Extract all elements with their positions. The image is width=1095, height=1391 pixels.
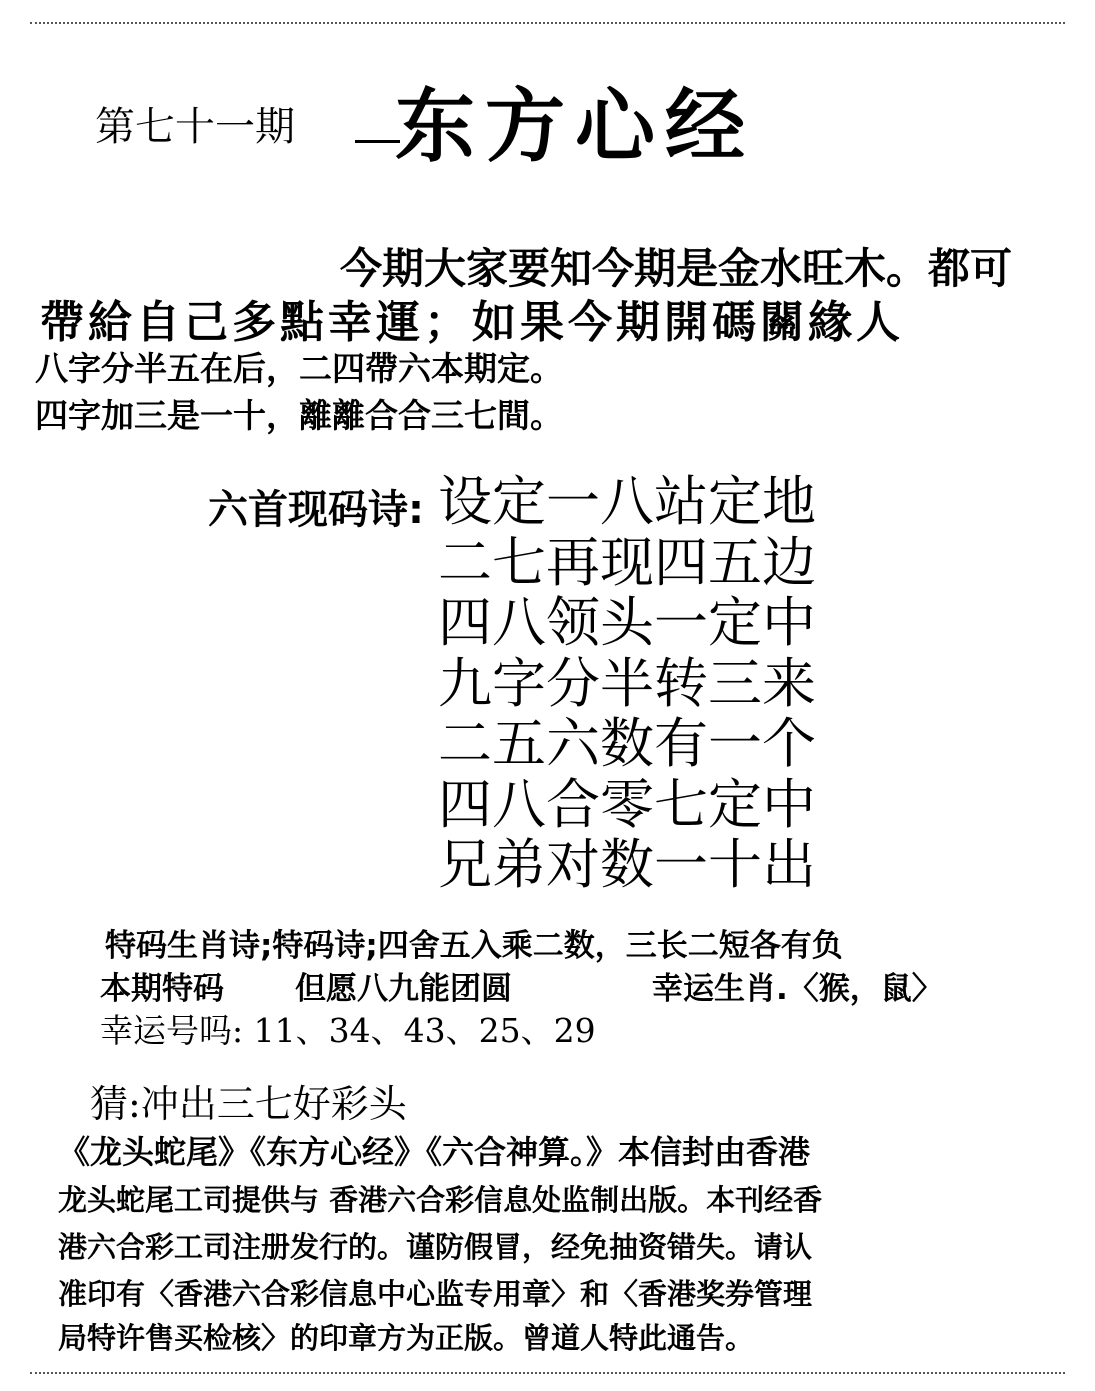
notice-line-5: 局特许售买检核〉的印章方为正版。曾道人特此通告。 xyxy=(58,1321,755,1355)
poem-line: 九字分半转三来 xyxy=(438,651,816,715)
notice-line-3: 港六合彩工司注册发行的。谨防假冒，经免抽资错失。请认 xyxy=(58,1230,813,1264)
title-underline xyxy=(355,140,400,143)
poem-line: 设定一八站定地 xyxy=(438,470,816,533)
issue-number: 第七十一期 xyxy=(95,104,295,150)
period-special-text: 但愿八九能团圆 xyxy=(295,971,512,1007)
lucky-zodiac: 幸运生肖.〈猴，鼠〉 xyxy=(652,971,943,1007)
poem-line: 二五六数有一个 xyxy=(438,712,816,775)
bottom-border xyxy=(30,1372,1065,1374)
lucky-numbers: 幸运号吗: 11、34、43、25、29 xyxy=(100,1011,596,1050)
top-border xyxy=(30,22,1065,24)
poem-label: 六首现码诗: xyxy=(208,487,424,533)
intro-line-3: 八字分半五在后，二四帶六本期定。 xyxy=(35,349,563,388)
poem-line: 四八合零七定中 xyxy=(438,772,816,836)
notice-line-2: 龙头蛇尾工司提供与 香港六合彩信息处监制出版。本刊经香 xyxy=(58,1183,823,1217)
guess-line: 猜:冲出三七好彩头 xyxy=(90,1082,407,1126)
intro-line-2: 帶給自己多點幸運；如果今期開碼關緣人 xyxy=(40,297,904,348)
poem-lines xyxy=(438,472,816,896)
notice-line-1: 《龙头蛇尾》《东方心经》《六合神算。》本信封由香港 xyxy=(58,1133,811,1171)
poem-line: 二七再现四五边 xyxy=(438,530,816,594)
page-title: 东方心经 xyxy=(395,80,755,173)
period-special-label: 本期特码 xyxy=(100,971,224,1007)
poem-line: 兄弟对数一十出 xyxy=(438,833,816,896)
intro-line-1: 今期大家要知今期是金水旺木。都可 xyxy=(340,244,1013,293)
poem-line: 四八领头一定中 xyxy=(438,591,816,654)
intro-line-4: 四字加三是一十，離離合合三七間。 xyxy=(35,396,563,435)
special-code-poem: 特码生肖诗;特码诗;四舍五入乘二数，三长二短各有负 xyxy=(105,928,843,964)
notice-line-4: 准印有〈香港六合彩信息中心监专用章〉和〈香港奖券管理 xyxy=(58,1277,813,1311)
